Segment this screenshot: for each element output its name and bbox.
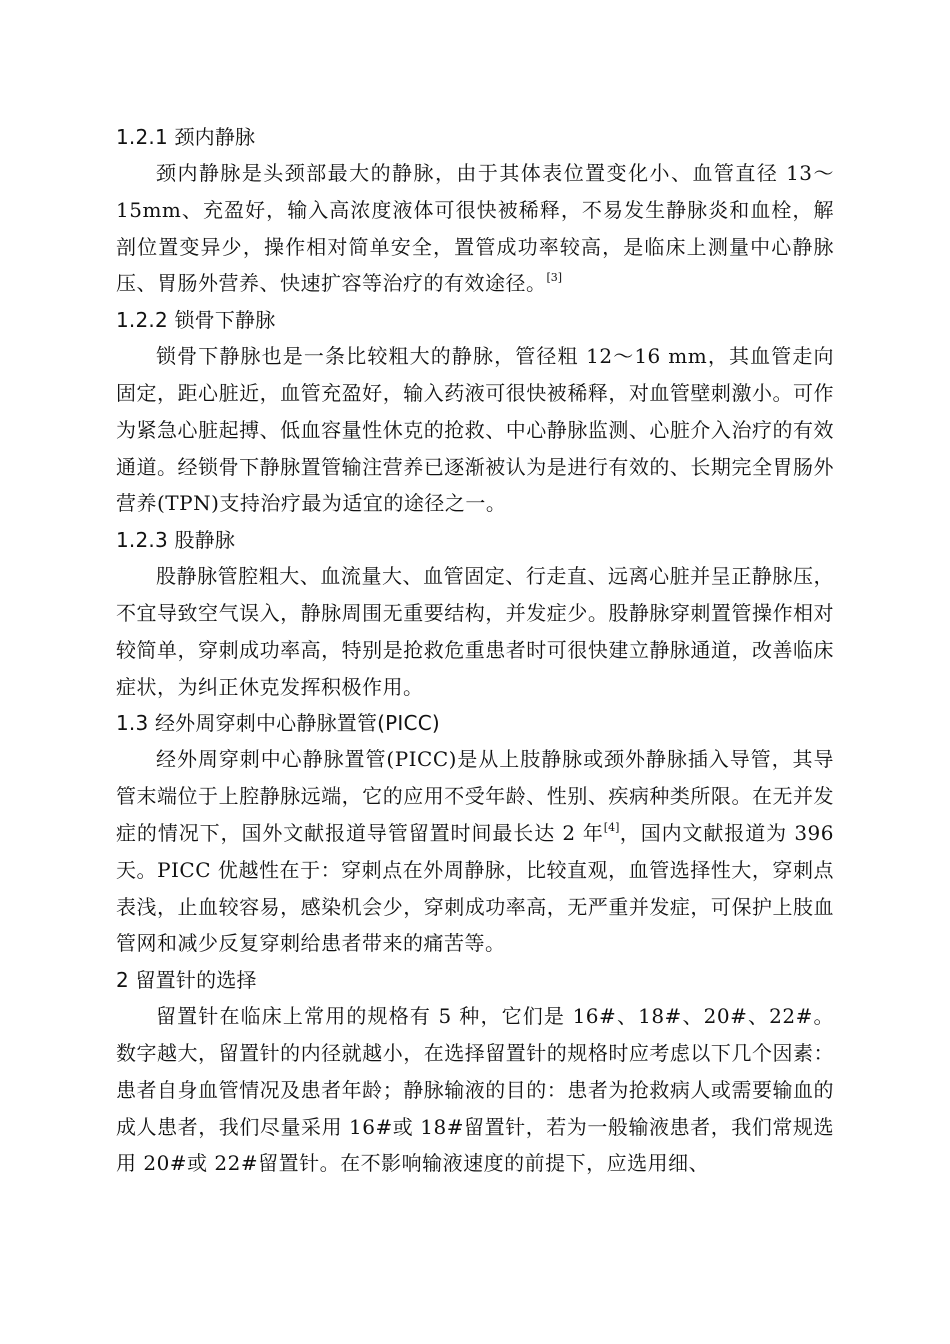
citation-ref-3: [3] — [546, 271, 563, 285]
section-heading-1-2-1: 1.2.1 颈内静脉 — [116, 125, 256, 149]
paragraph-picc — [116, 741, 834, 962]
paragraph-text-part-b: ，国内文献报道为 396 天。PICC 优越性在于：穿刺点在外周静脉，比较直观，血管选择性大，穿刺点表浅，止血较容易，感染机会少，穿刺成功率高，无严重并发症，可保护上肢血管网和减少反复穿刺给患者带来的痛苦等。 — [116, 820, 835, 956]
section-heading-2: 2 留置针的选择 — [116, 968, 257, 993]
paragraph-femoral-vein — [116, 558, 834, 705]
paragraph-internal-jugular-vein — [116, 155, 834, 302]
document-body — [116, 119, 834, 1182]
paragraph-text: 锁骨下静脉也是一条比较粗大的静脉，管径粗 12～16 mm，其血管走向固定，距心脏近，血管充盈好，输入药液可很快被稀释，对血管壁刺激小。可作为紧急心脏起搏、低血容量性休克的抢救、中心静脉监测、心脏介入治疗的有效通道。经锁骨下静脉置管输注营养已逐渐被认为是进行有效的、长期完全胃肠外营养(TPN)支持治疗最为适宜的途径之一。 — [116, 344, 834, 516]
paragraph-text: 颈内静脉是头颈部最大的静脉，由于其体表位置变化小、血管直径 13～15mm、充盈好，输入高浓度液体可很快被稀释，不易发生静脉炎和血栓，解剖位置变异少，操作相对简单安全，置管成功率较高，是临床上测量中心静脉压、胃肠外营养、快速扩容等治疗的有效途径。 — [116, 161, 834, 296]
section-heading-1-2-2: 1.2.2 锁骨下静脉 — [116, 308, 276, 333]
paragraph-text: 留置针在临床上常用的规格有 5 种，它们是 16#、18#、20#、22#。数字越大，留置针的内径就越小，在选择留置针的规格时应考虑以下几个因素：患者自身血管情况及患者年龄；静脉输液的目的：患者为抢救病人或需要输血的成人患者，我们尽量采用 16#或 18#留置针，若为一般输液患者，我们常规选用 20#或 22#留置针。在不影响输液速度的前提下，应选用细、 — [116, 1004, 834, 1176]
paragraph-text-part-a: 经外周穿刺中心静脉置管(PICC)是从上肢静脉或颈外静脉插入导管，其导管末端位于上腔静脉远端，它的应用不受年龄、性别、疾病种类所限。在无并发症的情况下，国外文献报道导管留置时间最长达 2 年 — [116, 747, 834, 845]
paragraph-text: 股静脉管腔粗大、血流量大、血管固定、行走直、远离心脏并呈正静脉压，不宜导致空气误入，静脉周围无重要结构，并发症少。股静脉穿刺置管操作相对较简单，穿刺成功率高，特别是抢救危重患者时可很快建立静脉通道，改善临床症状，为纠正休克发挥积极作用。 — [116, 564, 834, 699]
citation-ref-4: [4] — [603, 820, 620, 834]
paragraph-subclavian-vein — [116, 338, 834, 522]
section-heading-1-2-3: 1.2.3 股静脉 — [116, 528, 236, 553]
section-heading-1-3: 1.3 经外周穿刺中心静脉置管(PICC) — [116, 711, 440, 736]
paragraph-needle-selection — [116, 998, 834, 1182]
